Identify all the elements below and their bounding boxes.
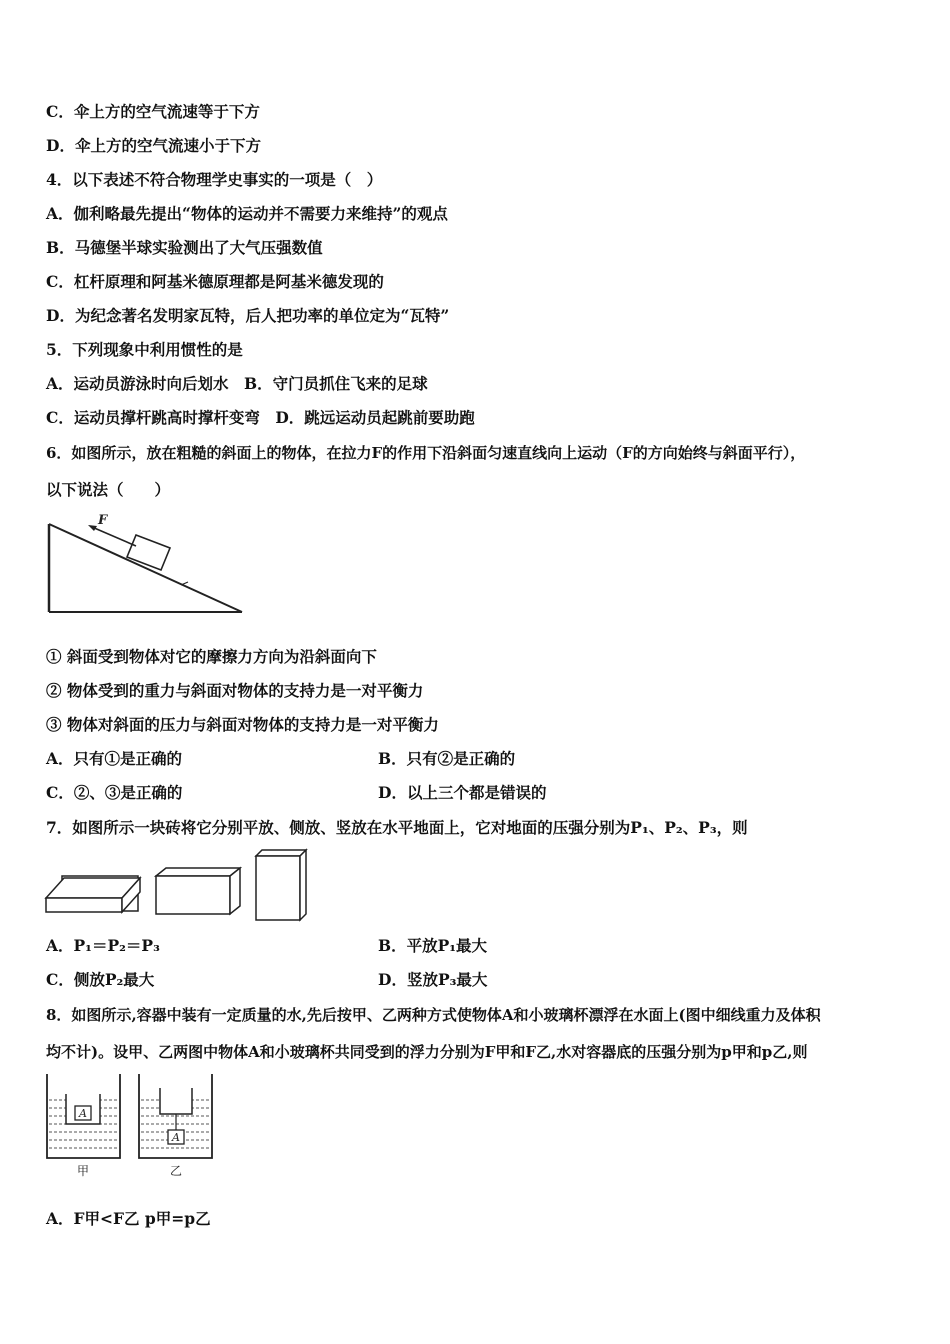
q3-option-c: C．伞上方的空气流速等于下方 <box>46 102 260 121</box>
q4-stem: 4．以下表述不符合物理学史事实的一项是（ ） <box>46 170 383 189</box>
q6-option-c: C．②、③是正确的 <box>46 783 183 802</box>
q8-stem-line1: 8．如图所示,容器中装有一定质量的水,先后按甲、乙两种方式使物体A和小玻璃杯漂浮在水面上(图中细线重力及体积 <box>46 1006 821 1024</box>
incline-figure <box>44 512 248 616</box>
q7-option-a: A．P₁＝P₂＝P₃ <box>46 936 160 955</box>
q6-option-b: B．只有②是正确的 <box>378 749 516 768</box>
q6-option-d: D．以上三个都是错误的 <box>378 783 547 802</box>
q4-option-d: D．为纪念著名发明家瓦特，后人把功率的单位定为“瓦特” <box>46 306 450 325</box>
force-label: F <box>98 513 108 528</box>
svg-text:A: A <box>79 1107 87 1120</box>
label-jia: 甲 <box>77 1164 90 1178</box>
q7-option-c: C．侧放P₂最大 <box>46 970 155 989</box>
q8-option-a: A．F甲<F乙 p甲=p乙 <box>46 1209 211 1228</box>
container-yi <box>139 1074 212 1178</box>
svg-text:A: A <box>172 1131 180 1144</box>
q4-option-a: A．伽利略最先提出“物体的运动并不需要力来维持”的观点 <box>46 204 448 223</box>
q6-stem-line2: 以下说法（ ） <box>46 480 171 499</box>
q6-statement-3: ③ 物体对斜面的压力与斜面对物体的支持力是一对平衡力 <box>46 715 439 734</box>
q4-option-b: B．马德堡半球实验测出了大气压强数值 <box>46 238 323 257</box>
q5-stem: 5．下列现象中利用惯性的是 <box>46 340 243 359</box>
q6-statement-2: ② 物体受到的重力与斜面对物体的支持力是一对平衡力 <box>46 681 424 700</box>
container-figure <box>44 1072 224 1182</box>
brick-side <box>156 868 240 914</box>
q7-option-d: D．竖放P₃最大 <box>378 970 488 989</box>
force-arrowhead <box>88 525 97 531</box>
container-jia <box>47 1074 120 1178</box>
q6-statement-1: ① 斜面受到物体对它的摩擦力方向为沿斜面向下 <box>46 647 377 666</box>
q8-stem-line2: 均不计)。设甲、乙两图中物体A和小玻璃杯共同受到的浮力分别为F甲和F乙,水对容器底的压强分别为p甲和p乙,则 <box>46 1043 808 1061</box>
q5-options-cd: C．运动员撑杆跳高时撑杆变弯 D．跳远运动员起跳前要助跑 <box>46 408 475 427</box>
q7-stem: 7．如图所示一块砖将它分别平放、侧放、竖放在水平地面上，它对地面的压强分别为P₁、P₂、P₃，则 <box>46 818 748 837</box>
block-on-incline <box>127 535 170 570</box>
q6-stem-line1: 6．如图所示，放在粗糙的斜面上的物体，在拉力F的作用下沿斜面匀速直线向上运动（F的方向始终与斜面平行）， <box>46 444 806 462</box>
q6-option-a: A．只有①是正确的 <box>46 749 183 768</box>
q5-options-ab: A．运动员游泳时向后划水 B．守门员抓住飞来的足球 <box>46 374 428 393</box>
brick-upright <box>256 850 306 920</box>
force-arrow <box>92 527 136 546</box>
label-yi: 乙 <box>170 1164 183 1178</box>
q4-option-c: C．杠杆原理和阿基米德原理都是阿基米德发现的 <box>46 272 384 291</box>
brick-figure <box>44 848 314 924</box>
q3-option-d: D．伞上方的空气流速小于下方 <box>46 136 261 155</box>
glass-cup-yi <box>160 1088 192 1114</box>
slope-ground-mark <box>181 582 188 585</box>
incline-slope <box>49 524 242 612</box>
q7-option-b: B．平放P₁最大 <box>378 936 488 955</box>
brick-flat-shape <box>46 878 140 912</box>
